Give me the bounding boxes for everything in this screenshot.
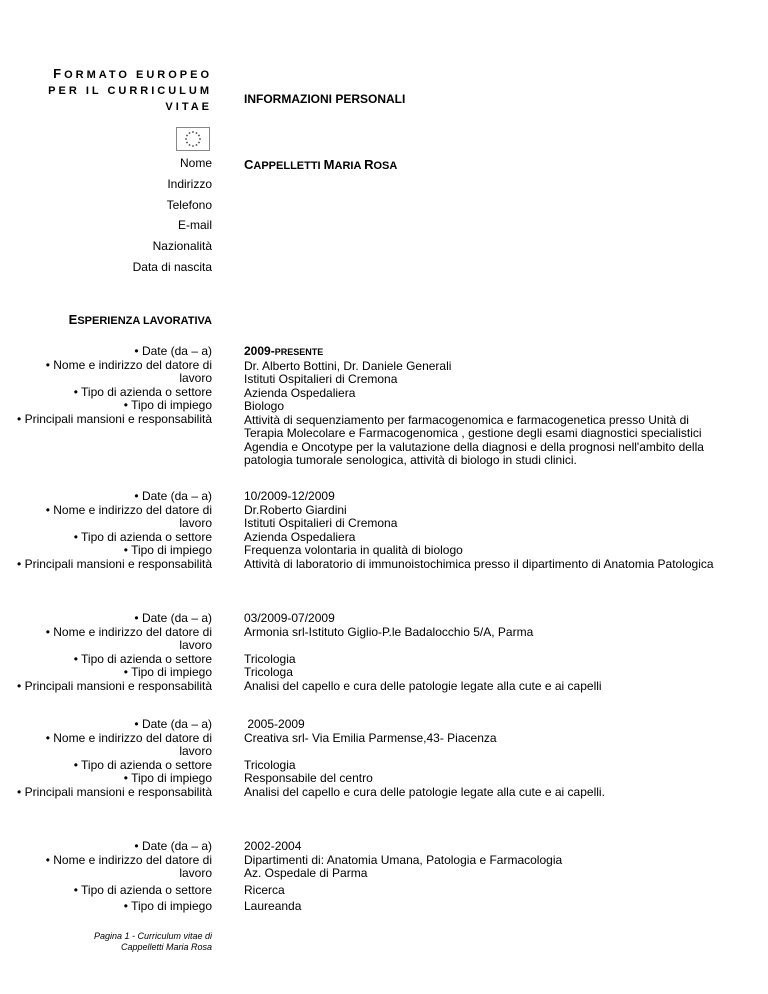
entry1-duties: Attività di sequenziamento per farmacogenomica e farmacogenetica presso Unità di Terapia Molecolare e Farmacogenomica , gestione degli esami diagnostici specialistici Agendia e Oncotype per la valutazione della diagnosi e della prognosi nell'ambito della patologia tumorale senologica, attività di biologo in studi clinici. [244, 412, 704, 467]
entry4-sector: Tricologia [244, 757, 296, 772]
entry4-values [244, 718, 605, 799]
entry3-values [244, 612, 602, 693]
entry1-sector: Azienda Ospedaliera [244, 385, 356, 400]
entry5-values [244, 840, 562, 914]
entry1-date: 2009-PRESENTE [244, 344, 324, 358]
person-name: CAPPELLETTI MARIA ROSA [244, 157, 398, 172]
label-nome: Nome [179, 156, 212, 170]
entry2-sector: Azienda Ospedaliera [244, 529, 356, 544]
entry3-labels: • Date (da – a) • Nome e indirizzo del datore di lavoro • Tipo di azienda o settore • Tipo di impiego • Principali mansioni e responsabilità [17, 611, 212, 693]
entry1-type: Biologo [244, 399, 285, 413]
experience-heading: ESPERIENZA LAVORATIVA [68, 312, 212, 327]
entry1-labels: • Date (da – a) • Nome e indirizzo del datore di lavoro • Tipo di azienda o settore • Tipo di impiego • Principali mansioni e responsabilità [17, 344, 212, 426]
entry2-type: Frequenza volontaria in qualità di biologo [244, 543, 463, 557]
entry4-labels: • Date (da – a) • Nome e indirizzo del datore di lavoro • Tipo di azienda o settore • Tipo di impiego • Principali mansioni e responsabilità [17, 717, 212, 799]
label-nazionalita: Nazionalità [152, 239, 212, 253]
entry5-sector: Ricerca [244, 882, 285, 897]
entry3-employer: Armonia srl-Istituto Giglio-P.le Badalocchio 5/A, Parma [244, 624, 534, 639]
entry5-date: 2002-2004 [244, 839, 302, 853]
entry3-duties: Analisi del capello e cura delle patologie legate alla cute e ai capelli [244, 678, 602, 693]
eu-flag-icon [176, 127, 210, 151]
label-data-nascita: Data di nascita [132, 260, 212, 274]
entry2-labels: • Date (da – a) • Nome e indirizzo del datore di lavoro • Tipo di azienda o settore • Tipo di impiego • Principali mansioni e responsabilità [17, 489, 212, 571]
entry3-sector: Tricologia [244, 651, 296, 666]
entry5-employer: Dipartimenti di: Anatomia Umana, Patologia e Farmacologia [244, 852, 563, 867]
cv-format-title: FORMATO EUROPEO PER IL CURRICULUM VITAE [48, 66, 212, 113]
entry3-type: Tricologa [244, 665, 293, 679]
entry1-values [244, 345, 714, 468]
label-telefono: Telefono [166, 198, 212, 212]
entry4-duties: Analisi del capello e cura delle patologie legate alla cute e ai capelli. [244, 784, 605, 799]
entry1-employer: Dr. Alberto Bottini, Dr. Daniele Generali [244, 358, 452, 373]
entry2-employer: Dr.Roberto Giardini [244, 502, 347, 517]
entry4-type: Responsabile del centro [244, 771, 373, 785]
entry2-employer2: Istituti Ospitalieri di Cremona [244, 516, 398, 530]
label-email: E-mail [177, 218, 212, 232]
entry2-values [244, 490, 714, 571]
entry3-date: 03/2009-07/2009 [244, 611, 335, 625]
entry5-labels: • Date (da – a) • Nome e indirizzo del datore di lavoro • Tipo di azienda o settore • Tipo di impiego [45, 839, 212, 913]
personal-info-heading: INFORMAZIONI PERSONALI [244, 92, 406, 106]
label-indirizzo: Indirizzo [167, 177, 212, 191]
entry5-type: Laureanda [244, 899, 302, 913]
page-footer: Pagina 1 - Curriculum vitae di Cappelletti Maria Rosa [93, 931, 212, 952]
entry1-employer2: Istituti Ospitalieri di Cremona [244, 372, 398, 386]
entry5-employer2: Az. Ospedale di Parma [244, 866, 368, 880]
entry2-duties: Attività di laboratorio di immunoistochimica presso il dipartimento di Anatomia Patologica [244, 556, 714, 571]
entry2-date: 10/2009-12/2009 [244, 489, 335, 503]
entry4-employer: Creativa srl- Via Emilia Parmense,43- Piacenza [244, 730, 497, 745]
entry4-date: 2005-2009 [244, 717, 305, 731]
